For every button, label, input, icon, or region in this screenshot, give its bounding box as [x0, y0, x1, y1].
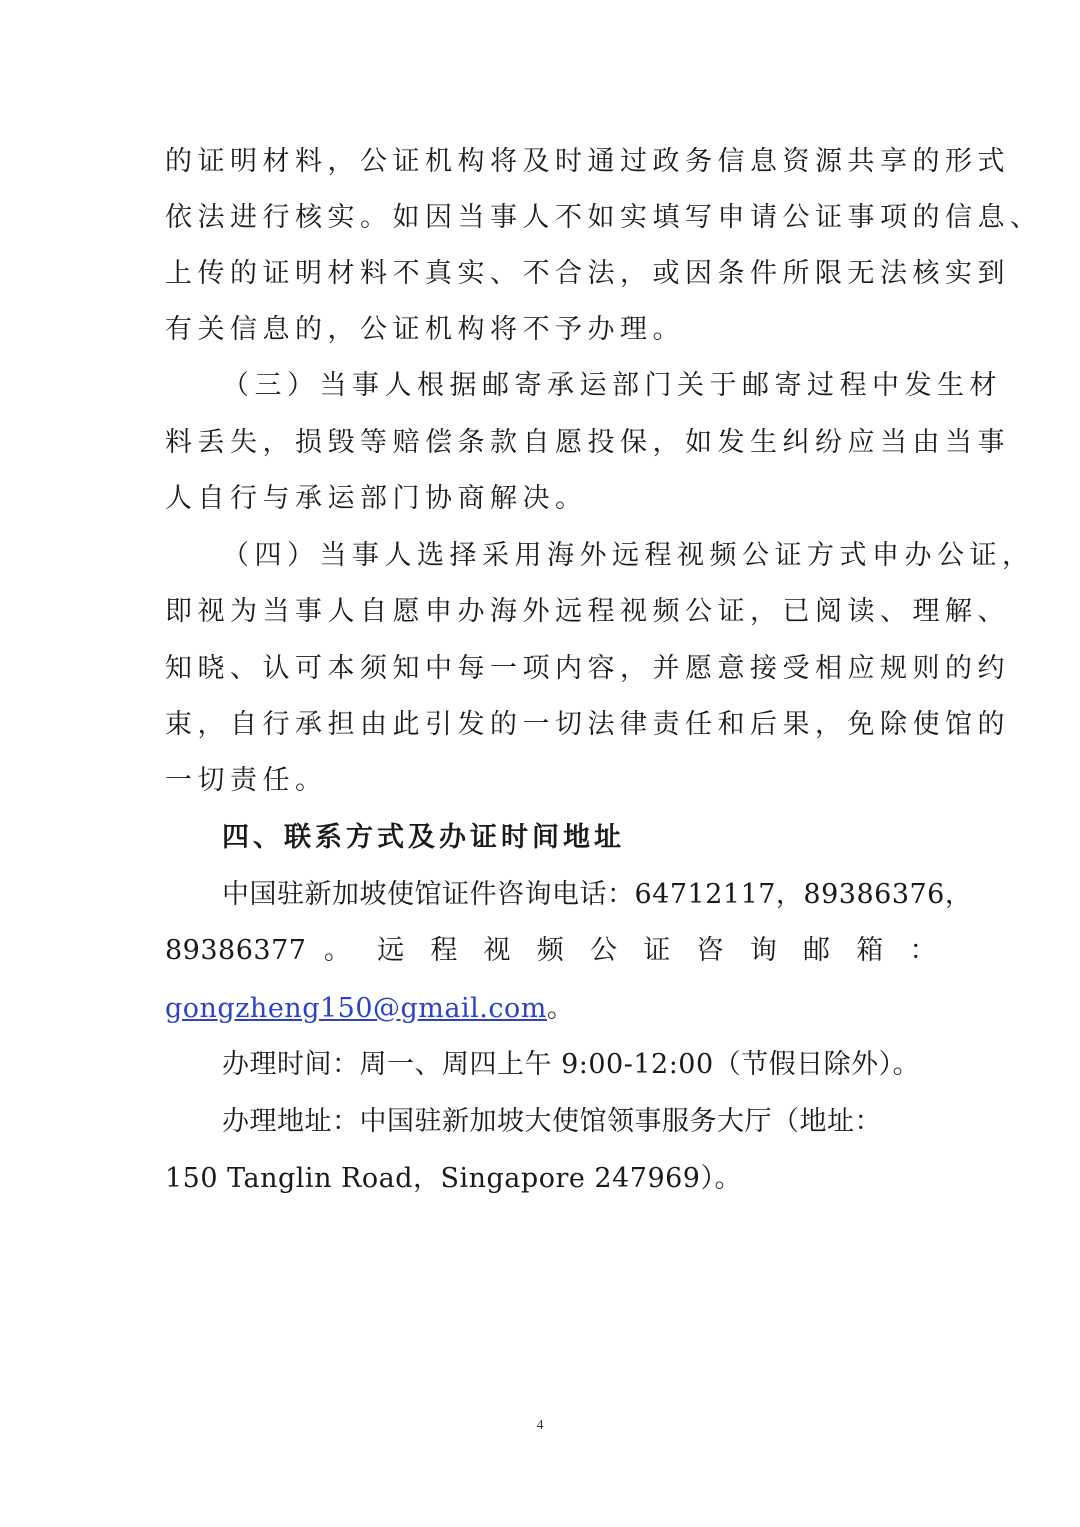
office-hours-line: 办理时间：周一、周四上午 9:00-12:00（节假日除外）。 [222, 1049, 921, 1080]
body-text-line: 束，自行承担由此引发的一切法律责任和后果，免除使馆的 [165, 709, 1010, 740]
body-text-line: 有关信息的，公证机构将不予办理。 [165, 314, 685, 345]
address-line: 150 Tanglin Road，Singapore 247969）。 [165, 1163, 742, 1194]
body-text-line: 的证明材料，公证机构将及时通过政务信息资源共享的形式 [165, 146, 1010, 177]
body-text-line: 即视为当事人自愿申办海外远程视频公证，已阅读、理解、 [165, 596, 1010, 627]
body-text-line: 人自行与承运部门协商解决。 [165, 483, 588, 514]
body-text-line: 上传的证明材料不真实、不合法，或因条件所限无法核实到 [165, 258, 1010, 289]
body-text-line: 一切责任。 [165, 765, 328, 796]
page-number: 4 [536, 1418, 544, 1433]
contact-email-line [165, 989, 937, 1029]
contact-phone-line: 中国驻新加坡使馆证件咨询电话：64712117，89386376， [222, 879, 973, 910]
email-suffix: 。 [546, 993, 580, 1024]
section-heading: 四、联系方式及办证时间地址 [222, 822, 625, 853]
body-text-line: 依法进行核实。如因当事人不如实填写申请公证事项的信息、 [165, 202, 1043, 233]
body-text-line: （四）当事人选择采用海外远程视频公证方式申办公证， [222, 540, 1035, 571]
email-link[interactable]: gongzheng150@gmail.com [165, 993, 547, 1024]
contact-email-label-line: 89386377 。 远 程 视 频 公 证 咨 询 邮 箱 ： [165, 935, 937, 966]
body-text-line: 料丢失，损毁等赔偿条款自愿投保，如发生纠纷应当由当事 [165, 427, 1010, 458]
body-text-line: 知晓、认可本须知中每一项内容，并愿意接受相应规则的约 [165, 653, 1010, 684]
address-line: 办理地址：中国驻新加坡大使馆领事服务大厅（地址： [222, 1106, 882, 1137]
body-text-line: （三）当事人根据邮寄承运部门关于邮寄过程中发生材 [222, 370, 1002, 401]
